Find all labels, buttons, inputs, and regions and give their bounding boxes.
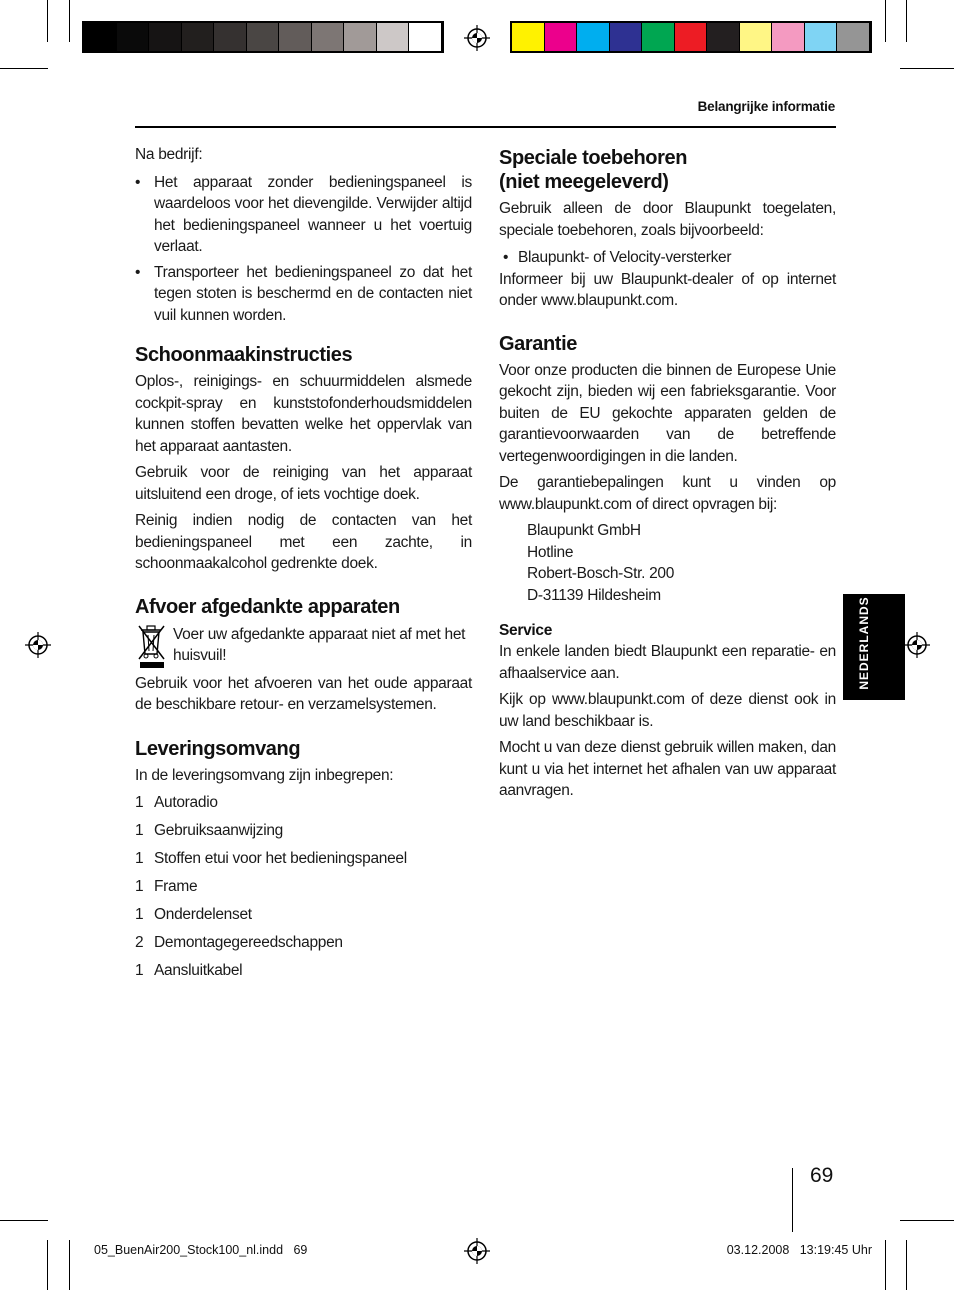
color-swatch: [772, 23, 805, 51]
warranty-paragraph: De garantiebepalingen kunt u vinden op www.blaupunkt.com of direct opvragen bij:: [499, 474, 836, 513]
gray-swatch: [247, 23, 280, 51]
footer-file-info: 05_BuenAir200_Stock100_nl.indd 69: [94, 1243, 308, 1257]
crop-mark: [906, 0, 907, 42]
address-line: Blaupunkt GmbH: [527, 522, 641, 539]
scope-item: [135, 904, 472, 926]
accessories-paragraph: Informeer bij uw Blaupunkt-dealer of op internet onder www.blaupunkt.com.: [499, 270, 836, 309]
service-paragraph: Kijk op www.blaupunkt.com of deze dienst ook in uw land beschikbaar is.: [499, 691, 836, 730]
bullet-text: Transporteer het bedieningspaneel zo dat het tegen stoten is beschermd en de contacten niet vuil kunnen worden.: [154, 263, 472, 324]
service-paragraph: In enkele landen biedt Blaupunkt een reparatie- en afhaalservice aan.: [499, 643, 836, 682]
list-item: [499, 247, 836, 269]
warranty-heading: Garantie: [499, 332, 577, 355]
bullet-icon: •: [503, 249, 509, 266]
service-paragraph: Mocht u van deze dienst gebruik willen maken, dan kunt u via het internet het afhalen van uw apparaat aanvragen.: [499, 739, 836, 799]
address-line: Robert-Bosch-Str. 200: [527, 565, 675, 582]
cleaning-paragraph: Reinig indien nodig de contacten van het bedieningspaneel met een zachte, in schoonmaakalcohol gedrenkte doek.: [135, 512, 472, 572]
cleaning-heading: Schoonmaakinstructies: [135, 344, 353, 366]
color-swatch: [577, 23, 610, 51]
scope-item-qty: 1: [135, 906, 144, 923]
scope-heading: Leveringsomvang: [135, 737, 301, 760]
crop-mark: [0, 1220, 48, 1221]
accessories-paragraph: Gebruik alleen de door Blaupunkt toegelaten, speciale toebehoren, zoals bijvoorbeeld:: [499, 200, 836, 239]
intro-text: Na bedrijf:: [135, 146, 203, 163]
scope-item-qty: 1: [135, 822, 144, 839]
scope-item-name: Frame: [154, 878, 198, 895]
crop-mark: [69, 0, 70, 42]
gray-swatch: [149, 23, 182, 51]
crop-mark: [47, 1240, 48, 1290]
scope-item: [135, 792, 472, 814]
bullet-icon: •: [135, 173, 141, 191]
scope-item: [135, 820, 472, 842]
scope-item-name: Onderdelenset: [154, 906, 252, 923]
color-swatch: [675, 23, 708, 51]
color-swatch: [545, 23, 578, 51]
crop-mark: [47, 0, 48, 42]
page-number-rule: [792, 1168, 793, 1232]
cleaning-paragraph: Gebruik voor de reiniging van het apparaat uitsluitend een droge, of iets vochtige doek.: [135, 464, 472, 503]
color-swatch: [610, 23, 643, 51]
color-swatch: [707, 23, 740, 51]
scope-list: [135, 792, 472, 982]
color-swatch: [805, 23, 838, 51]
registration-mark-icon: [464, 25, 490, 51]
footer-datetime: 03.12.2008 13:19:45 Uhr: [726, 1243, 872, 1257]
scope-item-name: Gebruiksaanwijzing: [154, 822, 283, 839]
accessories-heading: [499, 146, 836, 194]
disposal-icon-text: Voer uw afgedankte apparaat niet af met het huisvuil!: [173, 625, 466, 664]
list-item: [135, 172, 472, 258]
header-rule: [135, 126, 836, 128]
scope-item: [135, 960, 472, 982]
gray-swatch: [377, 23, 410, 51]
crop-mark: [900, 1220, 954, 1221]
language-tab-label: NEDERLANDS: [857, 596, 871, 690]
list-item: [135, 262, 472, 327]
registration-mark-icon: [464, 1238, 490, 1264]
color-swatch: [642, 23, 675, 51]
crop-mark: [885, 1240, 886, 1290]
running-header: Belangrijke informatie: [697, 99, 835, 114]
gray-swatch: [279, 23, 312, 51]
crossed-out-bin-icon: [137, 624, 167, 670]
bullet-text: Het apparaat zonder bedieningspaneel is waardeloos voor het dievengilde. Verwijder altijd het bedieningspaneel wanneer u het voertuig verlaat.: [154, 173, 472, 255]
address-block: [499, 520, 836, 606]
scope-item-name: Autoradio: [154, 794, 218, 811]
scope-item: [135, 848, 472, 870]
scope-item-qty: 2: [135, 934, 144, 951]
scope-item: [135, 876, 472, 898]
color-swatch: [512, 23, 545, 51]
accessories-heading-line: Speciale toebehoren: [499, 147, 688, 169]
scope-intro: In de leveringsomvang zijn inbegrepen:: [135, 766, 394, 784]
gray-swatch: [409, 23, 442, 51]
scope-item-qty: 1: [135, 878, 144, 895]
gray-swatch: [214, 23, 247, 51]
gray-swatch: [182, 23, 215, 51]
page-number: 69: [810, 1164, 834, 1187]
service-heading: Service: [499, 622, 553, 639]
warranty-paragraph: Voor onze producten die binnen de Europese Unie gekocht zijn, bieden wij een fabrieksgarantie. Voor buiten de EU gekochte apparaten gelden de garantievoorwaarden van de betreffende vertegenwoordigingen in die landen.: [499, 361, 836, 465]
scope-item-qty: 1: [135, 962, 144, 979]
language-side-tab: [843, 594, 905, 700]
scope-item-qty: 1: [135, 794, 144, 811]
accessories-heading-line: (niet meegeleverd): [499, 171, 669, 193]
left-column: [135, 144, 472, 988]
disposal-heading: Afvoer afgedankte apparaten: [135, 595, 400, 618]
scope-item-qty: 1: [135, 850, 144, 867]
color-swatch: [837, 23, 870, 51]
address-line: D-31139 Hildesheim: [527, 586, 661, 604]
registration-mark-icon: [904, 632, 930, 658]
gray-swatch: [84, 23, 117, 51]
grayscale-color-bar: [82, 21, 444, 53]
crop-mark: [0, 68, 48, 69]
gray-swatch: [344, 23, 377, 51]
scope-item-name: Aansluitkabel: [154, 962, 243, 979]
crop-mark: [900, 68, 954, 69]
cleaning-paragraph: Oplos-, reinigings- en schuurmiddelen alsmede cockpit-spray en kunststofonderhoudsmiddelen kunnen stoffen bevatten welke het oppervlak van het apparaat aantasten.: [135, 373, 472, 455]
bullet-icon: •: [135, 263, 141, 281]
scope-item: [135, 932, 472, 954]
gray-swatch: [117, 23, 150, 51]
bullet-text: Blaupunkt- of Velocity-versterker: [518, 249, 732, 266]
scope-item-name: Stoffen etui voor het bedieningspaneel: [154, 850, 407, 867]
crop-mark: [906, 1240, 907, 1290]
scope-item-name: Demontagegereedschappen: [154, 934, 343, 951]
gray-swatch: [312, 23, 345, 51]
disposal-notice: [135, 624, 472, 667]
process-color-bar: [510, 21, 872, 53]
registration-mark-icon: [25, 632, 51, 658]
color-swatch: [740, 23, 773, 51]
right-column: [499, 146, 836, 802]
disposal-paragraph: Gebruik voor het afvoeren van het oude apparaat de beschikbare retour- en verzamelsystemen.: [135, 674, 472, 713]
crop-mark: [885, 0, 886, 42]
address-line: Hotline: [527, 543, 574, 561]
crop-mark: [69, 1240, 70, 1290]
